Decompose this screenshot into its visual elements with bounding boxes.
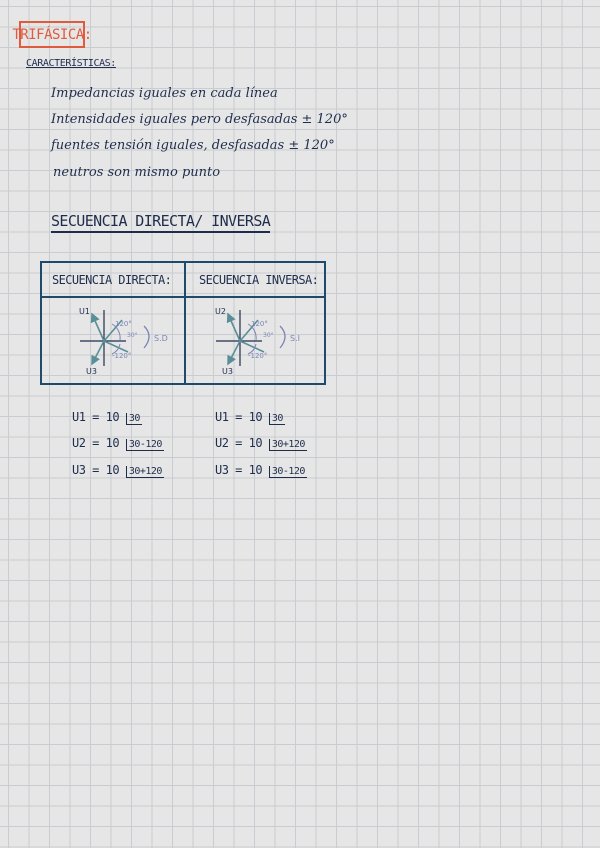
angle-bottom-label: -120° — [112, 352, 132, 360]
direct-eq-u1 — [72, 410, 142, 424]
direct-sequence-label: SECUENCIA DIRECTA: — [52, 273, 172, 287]
eq-angle: 30+120 — [269, 439, 307, 451]
u3-phasor — [228, 341, 240, 364]
angle-right-label: 30° — [263, 332, 274, 339]
angle-bottom-label: -120° — [248, 352, 268, 360]
inverse-eq-u3 — [215, 463, 307, 477]
u2-phasor — [228, 314, 240, 341]
eq-lhs: U3 = 10 — [72, 463, 120, 477]
u2-phasor — [104, 341, 128, 352]
u3-label: U3 — [86, 367, 97, 376]
sequence-section-heading: SECUENCIA DIRECTA/ INVERSA — [51, 212, 270, 233]
direct-eq-u2 — [72, 436, 164, 450]
eq-lhs: U1 = 10 — [215, 410, 263, 424]
u3-label: U3 — [222, 367, 233, 376]
table-column-divider — [184, 261, 186, 385]
eq-angle: 30-120 — [269, 466, 307, 478]
eq-angle: 30-120 — [126, 439, 164, 451]
characteristics-heading: CARACTERÍSTICAS: — [26, 58, 116, 69]
inverse-sequence-label: SECUENCIA INVERSA: — [199, 273, 319, 287]
angle-right-label: 30° — [127, 332, 138, 339]
direct-eq-u3 — [72, 463, 164, 477]
characteristic-line-3: fuentes tensión iguales, desfasadas ± 120° — [51, 138, 335, 153]
characteristic-line-2: Intensidades iguales pero desfasadas ± 120° — [51, 112, 348, 127]
inverse-eq-u2 — [215, 436, 307, 450]
page-title: TRIFÁSICA: — [19, 21, 85, 48]
table-header-divider — [40, 296, 326, 298]
eq-lhs: U2 = 10 — [72, 436, 120, 450]
characteristic-line-1: Impedancias iguales en cada línea — [51, 86, 278, 101]
eq-angle: 30 — [269, 413, 285, 425]
angle-top-label: 120° — [115, 320, 132, 328]
u3-phasor — [92, 341, 104, 364]
angle-top-label: 120° — [251, 320, 268, 328]
u1-phasor — [240, 341, 264, 352]
eq-angle: 30 — [126, 413, 142, 425]
characteristic-line-4: neutros son mismo punto — [53, 165, 221, 180]
rotation-arrow — [280, 326, 285, 348]
rotation-label: S.D — [154, 334, 168, 343]
eq-angle: 30+120 — [126, 466, 164, 478]
inverse-phasor-diagram — [196, 300, 316, 380]
direct-phasor-diagram — [60, 300, 180, 380]
inverse-eq-u1 — [215, 410, 285, 424]
eq-lhs: U2 = 10 — [215, 436, 263, 450]
u1-phasor — [92, 314, 104, 341]
eq-lhs: U1 = 10 — [72, 410, 120, 424]
eq-lhs: U3 = 10 — [215, 463, 263, 477]
u2-label: U2 — [215, 307, 226, 316]
rotation-label: S.I — [290, 334, 300, 343]
rotation-arrow — [144, 326, 149, 348]
u1-label: U1 — [79, 307, 90, 316]
